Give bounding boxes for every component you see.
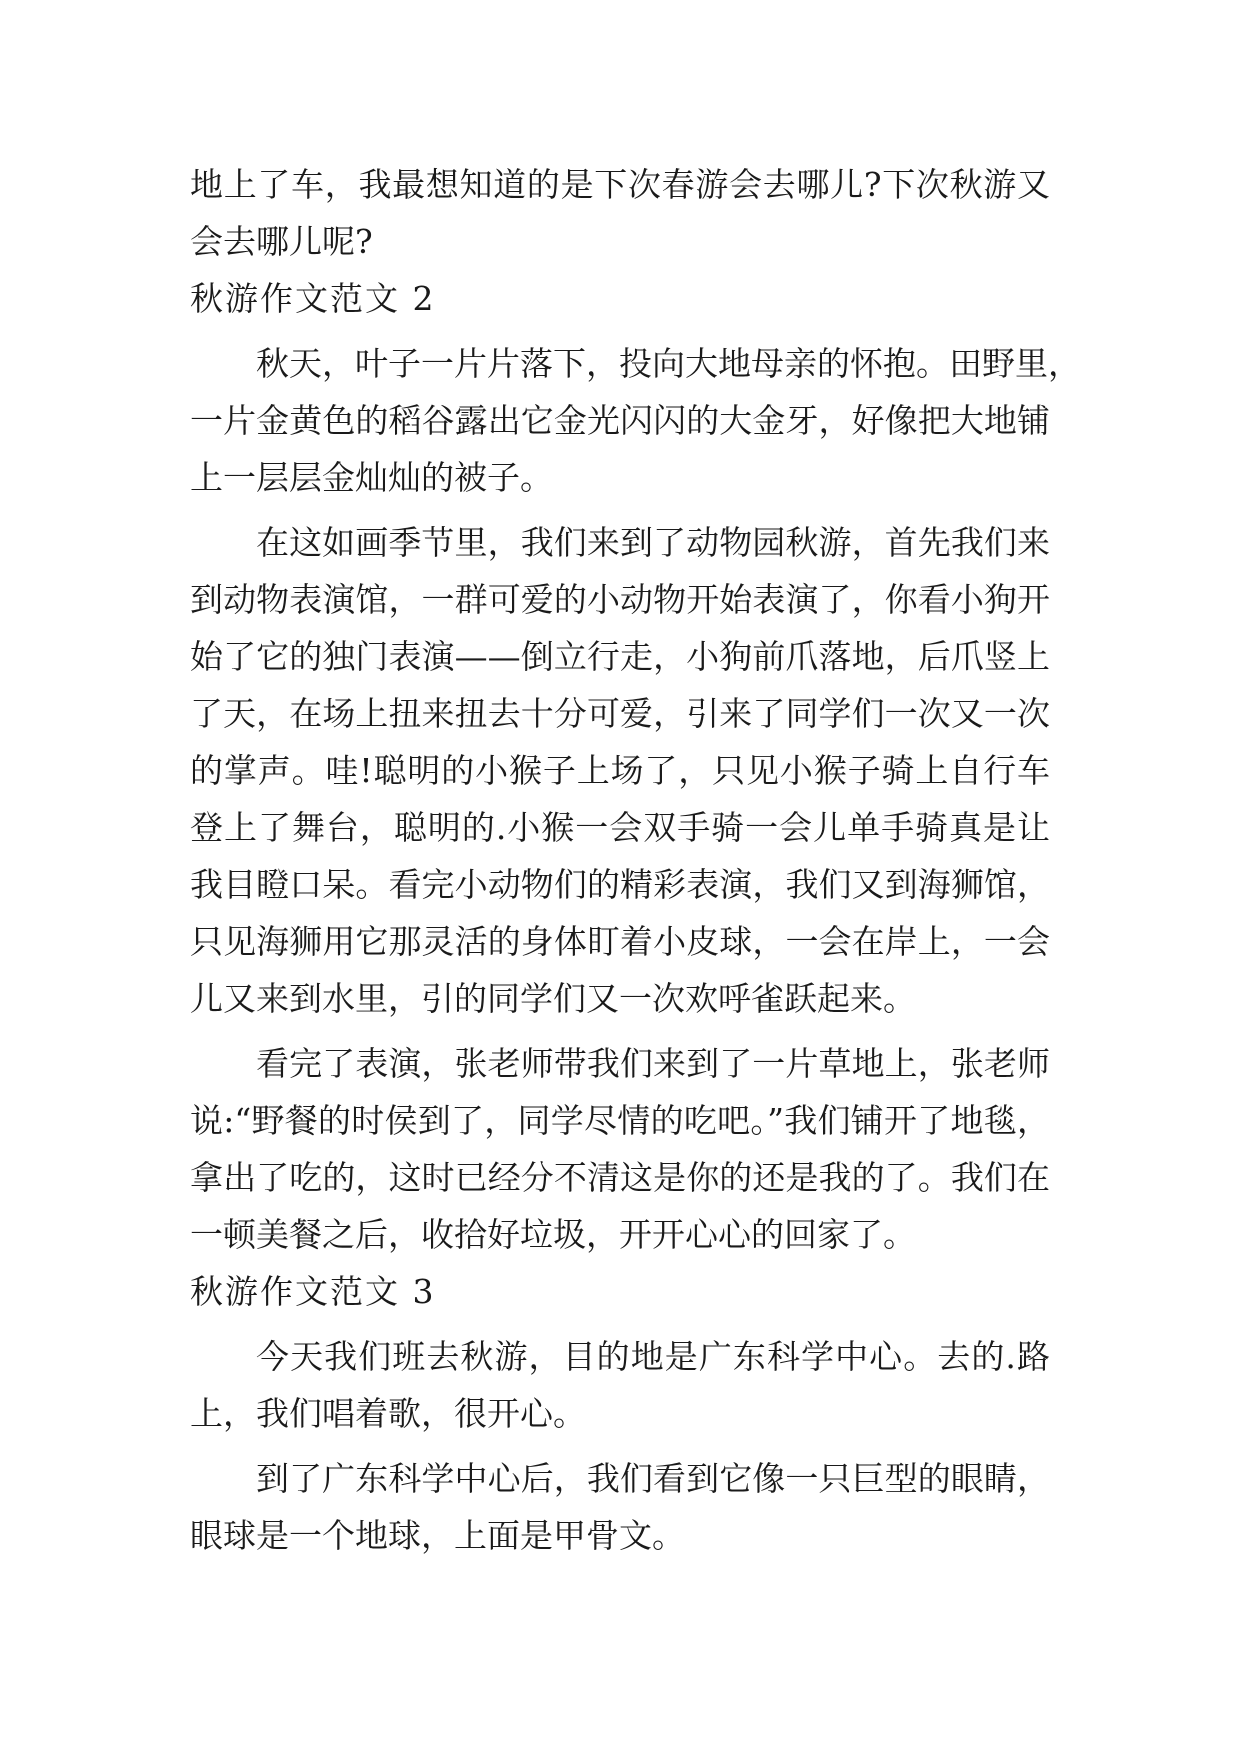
text-line: 在这如画季节里，我们来到了动物园秋游，首先我们来 [256, 523, 1050, 562]
paragraph [190, 1450, 1050, 1564]
text-line: 秋天，叶子一片片落下，投向大地母亲的怀抱。田野里， [256, 344, 1081, 383]
paragraph [190, 1328, 1050, 1442]
text-line: 儿又来到水里，引的同学们又一次欢呼雀跃起来。 [190, 979, 916, 1018]
paragraph [190, 1035, 1050, 1263]
text-line: 一顿美餐之后，收拾好垃圾，开开心心的回家了。 [190, 1215, 916, 1254]
text-line: 上，我们唱着歌，很开心。 [190, 1394, 586, 1433]
text-line: 地上了车，我最想知道的是下次春游会去哪儿?下次秋游又 [190, 165, 1050, 204]
text-line: 看完了表演，张老师带我们来到了一片草地上，张老师 [256, 1044, 1050, 1083]
text-line: 说:“野餐的时侯到了，同学尽情的吃吧。”我们铺开了地毯， [190, 1101, 1050, 1140]
text-line: 我目瞪口呆。看完小动物们的精彩表演，我们又到海狮馆， [190, 865, 1050, 904]
paragraph-intro [190, 156, 1050, 270]
text-line: 拿出了吃的，这时已经分不清这是你的还是我的了。我们在 [190, 1158, 1050, 1197]
section-heading: 秋游作文范文 3 [190, 1272, 436, 1311]
text-line: 到了广东科学中心后，我们看到它像一只巨型的眼睛， [256, 1459, 1050, 1498]
text-line: 一片金黄色的稻谷露出它金光闪闪的大金牙，好像把大地铺 [190, 401, 1050, 440]
text-line: 到动物表演馆，一群可爱的小动物开始表演了，你看小狗开 [190, 580, 1050, 619]
text-line: 今天我们班去秋游，目的地是广东科学中心。去的.路 [256, 1337, 1050, 1376]
document-body [190, 156, 1081, 1564]
paragraph [190, 514, 1050, 1027]
text-line: 眼球是一个地球，上面是甲骨文。 [190, 1516, 685, 1555]
section-2 [190, 270, 1081, 1263]
section-3 [190, 1263, 1050, 1564]
text-line: 会去哪儿呢? [190, 222, 373, 261]
paragraph [190, 335, 1081, 506]
section-heading: 秋游作文范文 2 [190, 279, 436, 318]
text-line: 只见海狮用它那灵活的身体盯着小皮球，一会在岸上，一会 [190, 922, 1050, 961]
text-line: 了天，在场上扭来扭去十分可爱，引来了同学们一次又一次 [190, 694, 1050, 733]
text-line: 的掌声。哇!聪明的小猴子上场了，只见小猴子骑上自行车 [190, 751, 1050, 790]
text-line: 登上了舞台，聪明的.小猴一会双手骑一会儿单手骑真是让 [190, 808, 1050, 847]
text-line: 上一层层金灿灿的被子。 [190, 458, 553, 497]
text-line: 始了它的独门表演——倒立行走，小狗前爪落地，后爪竖上 [190, 637, 1050, 676]
